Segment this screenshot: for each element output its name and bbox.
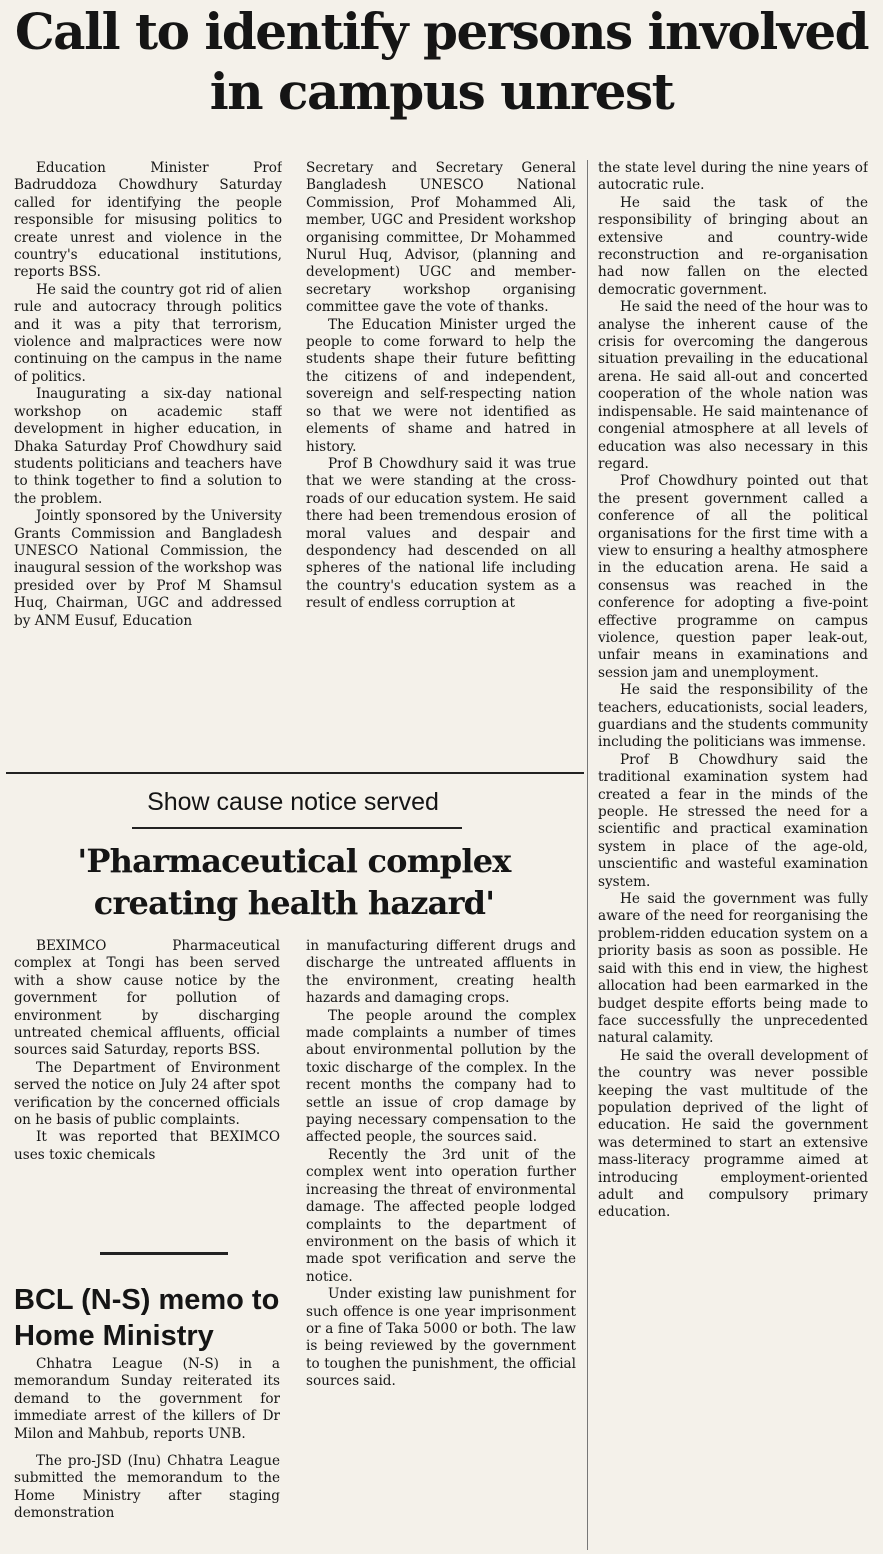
story2-headline: 'Pharmaceutical complex creating health hazard': [77, 842, 511, 922]
main-headline: Call to identify persons involved in campus unrest: [14, 2, 869, 121]
story2-column-1: [14, 938, 280, 1244]
paragraph: The pro-JSD (Inu) Chhatra League submitted the memorandum to the Home Ministry after staging demonstration: [14, 1453, 280, 1522]
paragraph: He said the overall development of the country was never possible keeping the vast multitude of the population deprived of the light of education. He said the government was determined to start an extensive mass-literacy programme aimed at introducing employment-oriented adult and compulsory primary education.: [598, 1047, 868, 1221]
paragraph: Inaugurating a six-day national workshop on academic staff development in higher education, in Dhaka Saturday Prof Chowdhury said students politicians and teachers have to think together to find a solution to the problem.: [14, 386, 282, 507]
column-divider: [587, 160, 588, 1550]
paragraph: The people around the complex made complaints a number of times about environmental pollution by the toxic discharge of the complex. In the recent months the company had to settle an issue of crop damage by paying necessary compensation to the affected people, the sources said.: [306, 1007, 576, 1146]
paragraph: Chhatra League (N-S) in a memorandum Sunday reiterated its demand to the government for immediate arrest of the killers of Dr Milon and Mahbub, reports UNB.: [14, 1356, 280, 1442]
section-divider: [6, 772, 584, 774]
paragraph: He said the country got rid of alien rule and autocracy through politics and it was a pity that terrorism, violence and malpractices were now continuing on the campus in the name of politics.: [14, 281, 282, 385]
paragraph: Prof B Chowdhury said it was true that we were standing at the cross-roads of our education system. He said there had been tremendous erosion of moral values and despair and despondency had descended on all spheres of the national life including the country's education system as a result of endless corruption at: [306, 455, 576, 612]
paragraph: Recently the 3rd unit of the complex went into operation further increasing the threat of environmental damage. The affected people lodged complaints to the department of environment on the basis of which it made spot verification and serve the notice.: [306, 1146, 576, 1285]
paragraph: BEXIMCO Pharmaceutical complex at Tongi has been served with a show cause notice by the government for pollution of environment by discharging untreated chemical affluents, official sources said Saturday, reports BSS.: [14, 938, 280, 1059]
paragraph: He said the government was fully aware of the need for reorganising the problem-ridden education system on a priority basis as soon as possible. He said with this end in view, the highest allocation had been earmarked in the budget despite efforts being made to face successfully the unprecedented natural calamity.: [598, 891, 868, 1047]
story3-headline: BCL (N-S) memo to Home Ministry: [14, 1284, 280, 1352]
paragraph: Prof B Chowdhury said the traditional examination system had created a fear in the minds of the people. He stressed the need for a scientific and practical examination system in place of the age-old, unscientific and wasteful examination system.: [598, 751, 868, 890]
paragraph: He said the task of the responsibility of bringing about an extensive and country-wide reconstruction and re-organisation had now fallen on the elected democratic government.: [598, 194, 868, 298]
story1-column-3: [598, 160, 868, 1548]
paragraph: Education Minister Prof Badruddoza Chowdhury Saturday called for identifying the people responsible for misusing politics to create unrest and violence in the country's educational institutions, reports BSS.: [14, 160, 282, 281]
paragraph: He said the responsibility of the teachers, educationists, social leaders, guardians and the students community including the politicians was immense.: [598, 682, 868, 751]
kicker: Show cause notice served: [147, 788, 439, 816]
paragraph: The Education Minister urged the people to come forward to help the students shape their future befitting the citizens of and independent, sovereign and self-respecting nation so that we were not identified as elements of shame and hatred in history.: [306, 316, 576, 455]
story2-column-2: [306, 938, 576, 1550]
paragraph: Under existing law punishment for such offence is one year imprisonment or a fine of Taka 5000 or both. The law is being reviewed by the government to toughen the punishment, the official sources said.: [306, 1286, 576, 1390]
paragraph: Prof Chowdhury pointed out that the present government called a conference of all the political organisations for the first time with a view to ensuring a healthy atmosphere in the education arena. He said a consensus was reached in the conference for adopting a five-point effective programme on campus violence, question paper leak-out, unfair means in examinations and session jam and unemployment.: [598, 473, 868, 681]
paragraph: The Department of Environment served the notice on July 24 after spot verification by the concerned officials on he basis of public complaints.: [14, 1059, 280, 1129]
kicker-underline: [132, 827, 462, 829]
story1-column-2: [306, 160, 576, 766]
paragraph: It was reported that BEXIMCO uses toxic chemicals: [14, 1129, 280, 1163]
story-end-rule: [100, 1252, 228, 1255]
paragraph: He said the need of the hour was to analyse the inherent cause of the crisis for overcoming the dangerous situation prevailing in the educational arena. He said all-out and concerted cooperation of the whole nation was indispensable. He said maintenance of congenial atmosphere at all levels of education was also necessary in this regard.: [598, 299, 868, 472]
paragraph: in manufacturing different drugs and discharge the untreated affluents in the environment, creating health hazards and damaging crops.: [306, 938, 576, 1007]
paragraph: the state level during the nine years of autocratic rule.: [598, 160, 868, 194]
paragraph: Secretary and Secretary General Bangladesh UNESCO National Commission, Prof Mohammed Ali, member, UGC and President workshop organising committee, Dr Mohammed Nurul Huq, Advisor, (planning and development) UGC and member-secretary workshop organising committee gave the vote of thanks.: [306, 160, 576, 316]
story1-column-1: [14, 160, 282, 766]
paragraph: Jointly sponsored by the University Grants Commission and Bangladesh UNESCO National Commission, the inaugural session of the workshop was presided over by Prof M Shamsul Huq, Chairman, UGC and addressed by ANM Eusuf, Education: [14, 508, 282, 629]
story3-column: [14, 1356, 280, 1552]
